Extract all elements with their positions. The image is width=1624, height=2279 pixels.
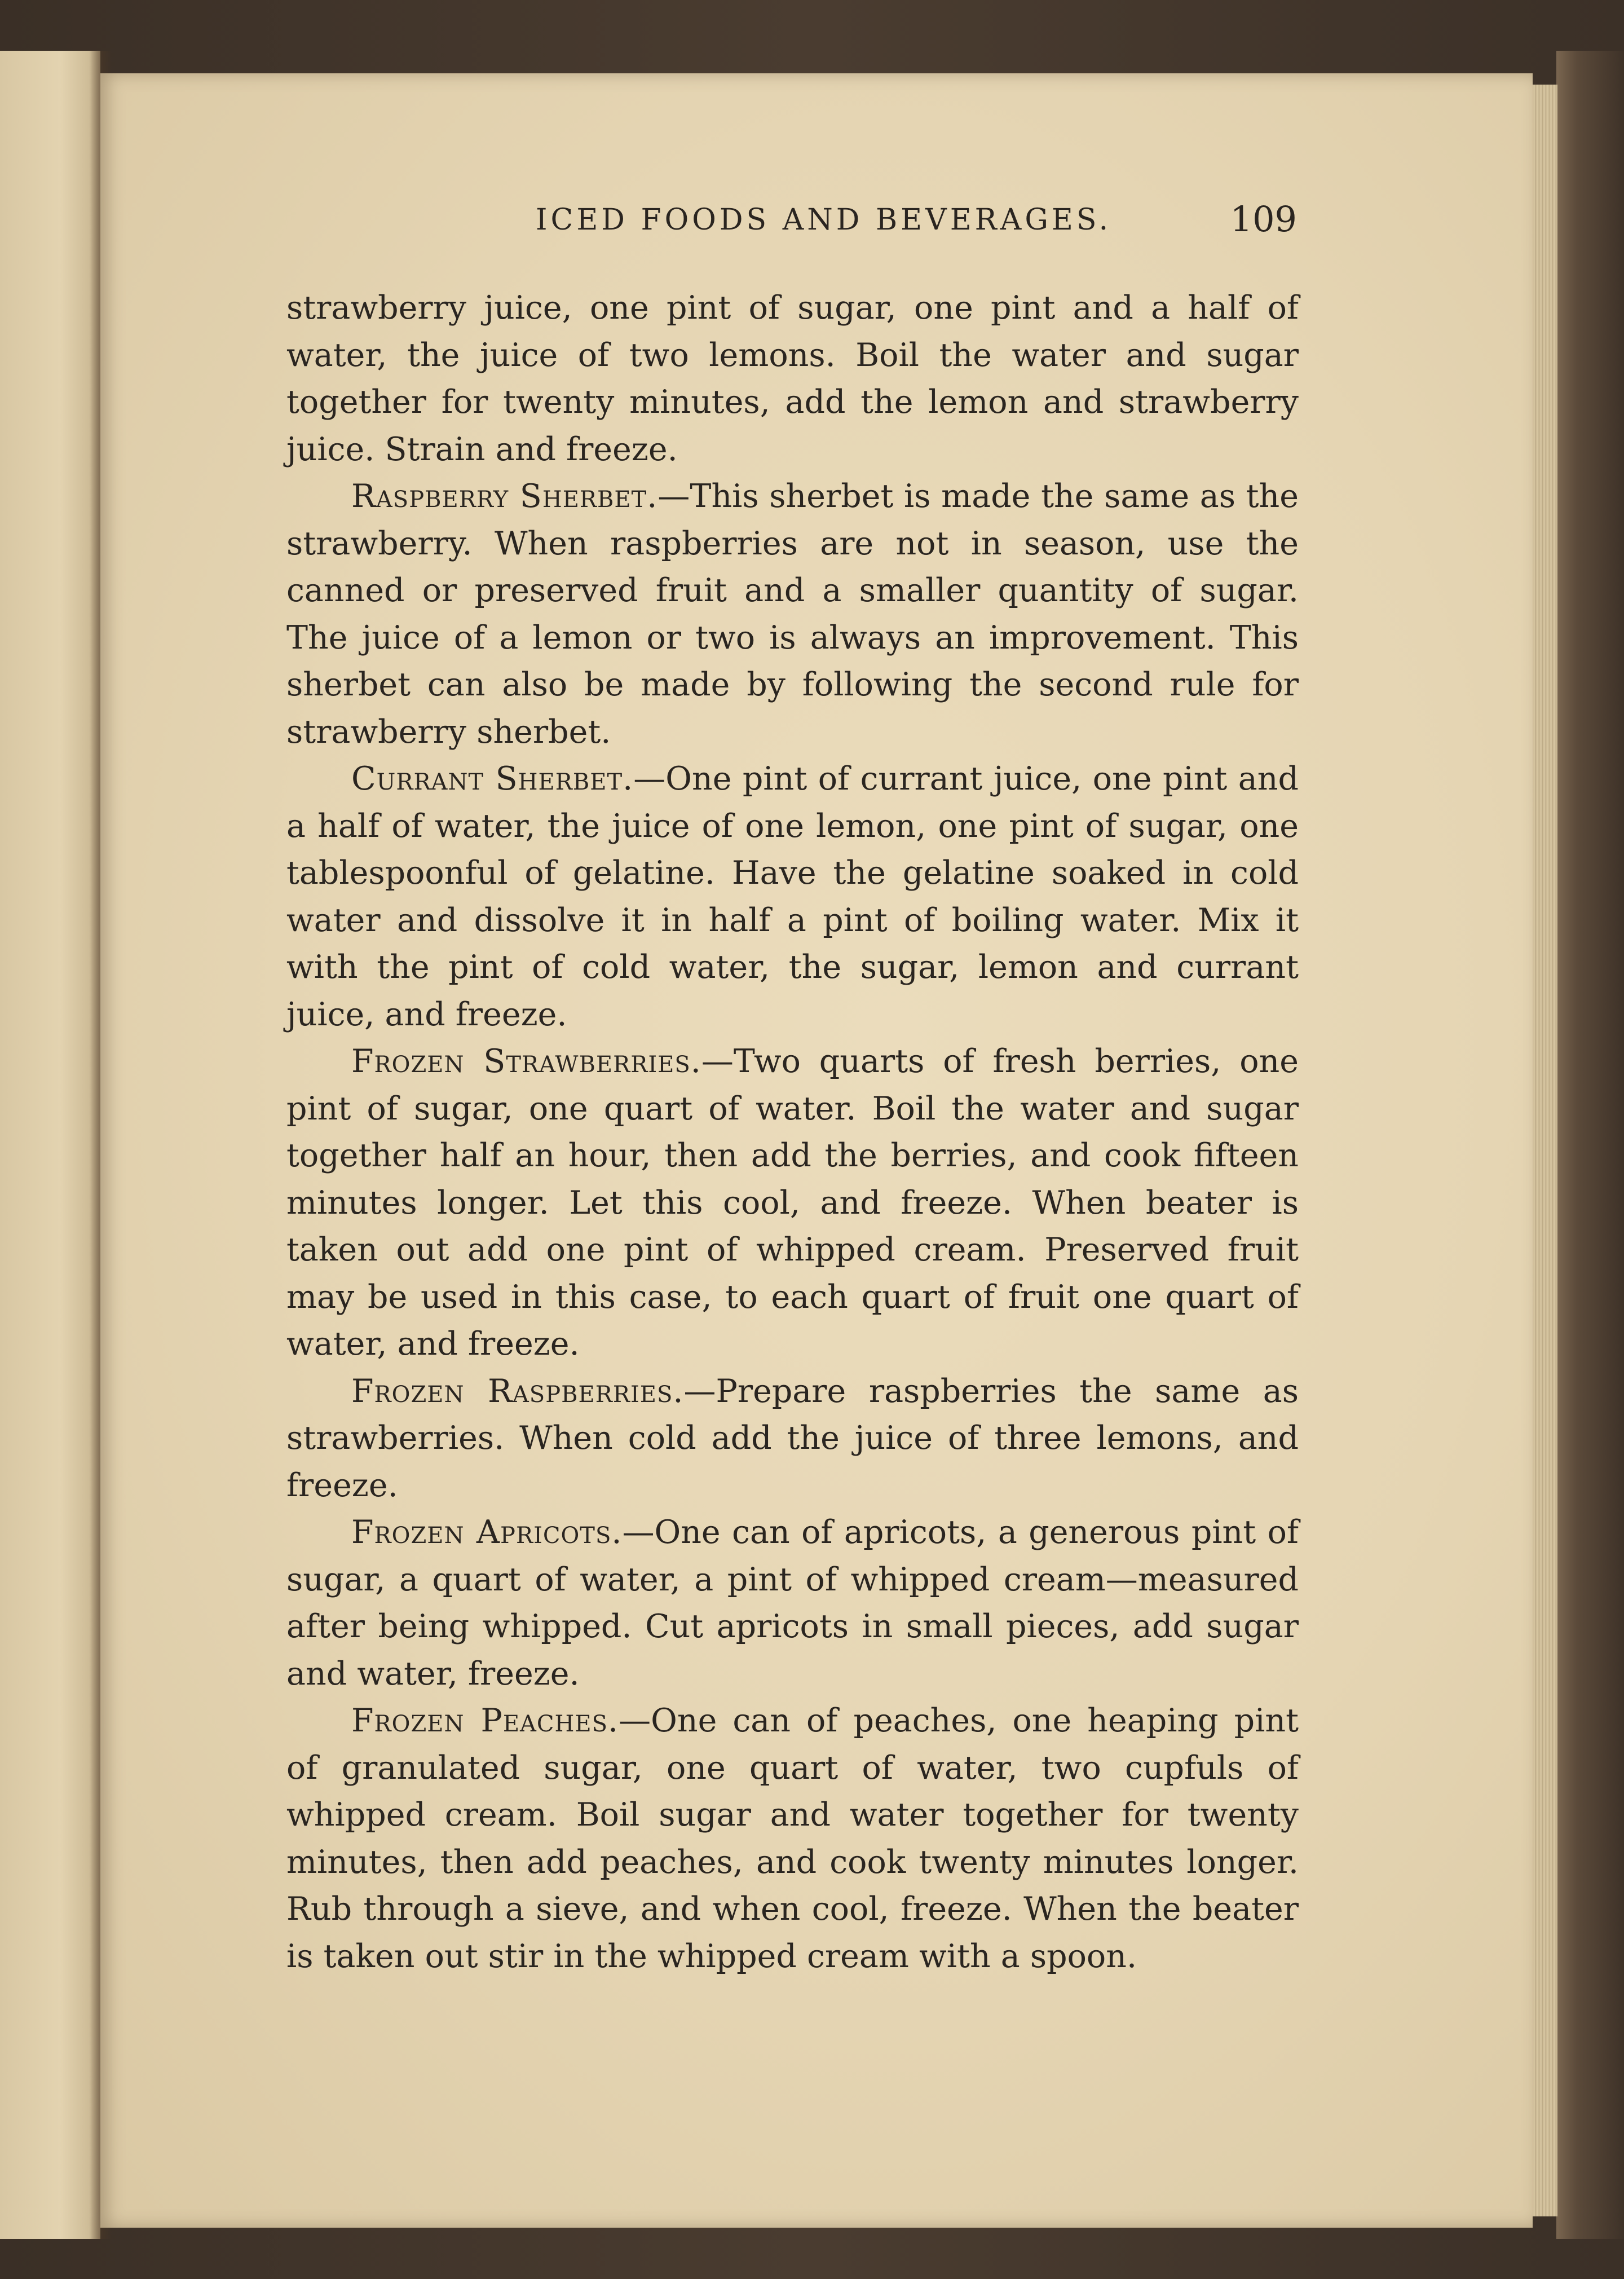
recipe-frozen-strawberries (286, 1038, 1299, 1368)
recipe-frozen-raspberries (286, 1368, 1299, 1510)
recipe-heading: Frozen Strawberries. (351, 1043, 701, 1080)
left-page-edge (0, 51, 100, 2239)
recipe-text: —Two quarts of fresh berries, one pint of sugar, one quart of water. Boil the water and sugar together half an hour, then add the berries, and cook fifteen minutes longer. Let this cool, and freeze. When beater is taken out add one pint of whipped cream. Preserved fruit may be used in this case, to each quart of fruit one quart of water, and freeze. (286, 1043, 1299, 1363)
paragraph-continuation (286, 285, 1299, 473)
recipe-frozen-apricots (286, 1509, 1299, 1698)
running-head (536, 199, 1297, 248)
page-stack-edge (1533, 85, 1557, 2216)
page-body (286, 285, 1299, 1980)
recipe-raspberry-sherbet (286, 473, 1299, 756)
recipe-heading: Raspberry Sherbet. (351, 478, 658, 515)
recipe-text: —One can of peaches, one heaping pint of granulated sugar, one quart of water, two cupfuls of whipped cream. Boil sugar and water together for twenty minutes, then add peaches, and cook twenty minutes longer. Rub through a sieve, and when cool, freeze. When the beater is taken out stir in the whipped cream with a spoon. (286, 1702, 1299, 1975)
running-head-title: ICED FOODS AND BEVERAGES. (536, 203, 1112, 237)
cover-edge (1556, 51, 1624, 2239)
recipe-text: —Prepare raspberries the same as strawberries. When cold add the juice of three lemons, and freeze. (286, 1372, 1299, 1504)
recipe-text: —One pint of currant juice, one pint and a half of water, the juice of one lemon, one pint of sugar, one tablespoonful of gelatine. Have the gelatine soaked in cold water and dissolve it in half a pint of boiling water. Mix it with the pint of cold water, the sugar, lemon and currant juice, and freeze. (286, 760, 1299, 1033)
recipe-text: —One can of apricots, a generous pint of sugar, a quart of water, a pint of whipped cream—measured after being whipped. Cut apricots in small pieces, add sugar and water, freeze. (286, 1514, 1299, 1692)
recipe-heading: Frozen Apricots. (351, 1514, 623, 1551)
recipe-heading: Currant Sherbet. (351, 760, 634, 797)
page-number: 109 (1230, 199, 1297, 240)
recipe-currant-sherbet (286, 756, 1299, 1038)
recipe-heading: Frozen Raspberries. (351, 1372, 684, 1410)
paragraph-text: strawberry juice, one pint of sugar, one pint and a half of water, the juice of two lemons. Boil the water and sugar together for twenty minutes, add the lemon and strawberry juice. Strain and freeze. (286, 289, 1299, 468)
recipe-text: —This sherbet is made the same as the strawberry. When raspberries are not in season, use the canned or preserved fruit and a smaller quantity of sugar. The juice of a lemon or two is always an improvement. This sherbet can also be made by following the second rule for strawberry sherbet. (286, 478, 1299, 751)
recipe-heading: Frozen Peaches. (351, 1702, 619, 1739)
recipe-frozen-peaches (286, 1698, 1299, 1980)
